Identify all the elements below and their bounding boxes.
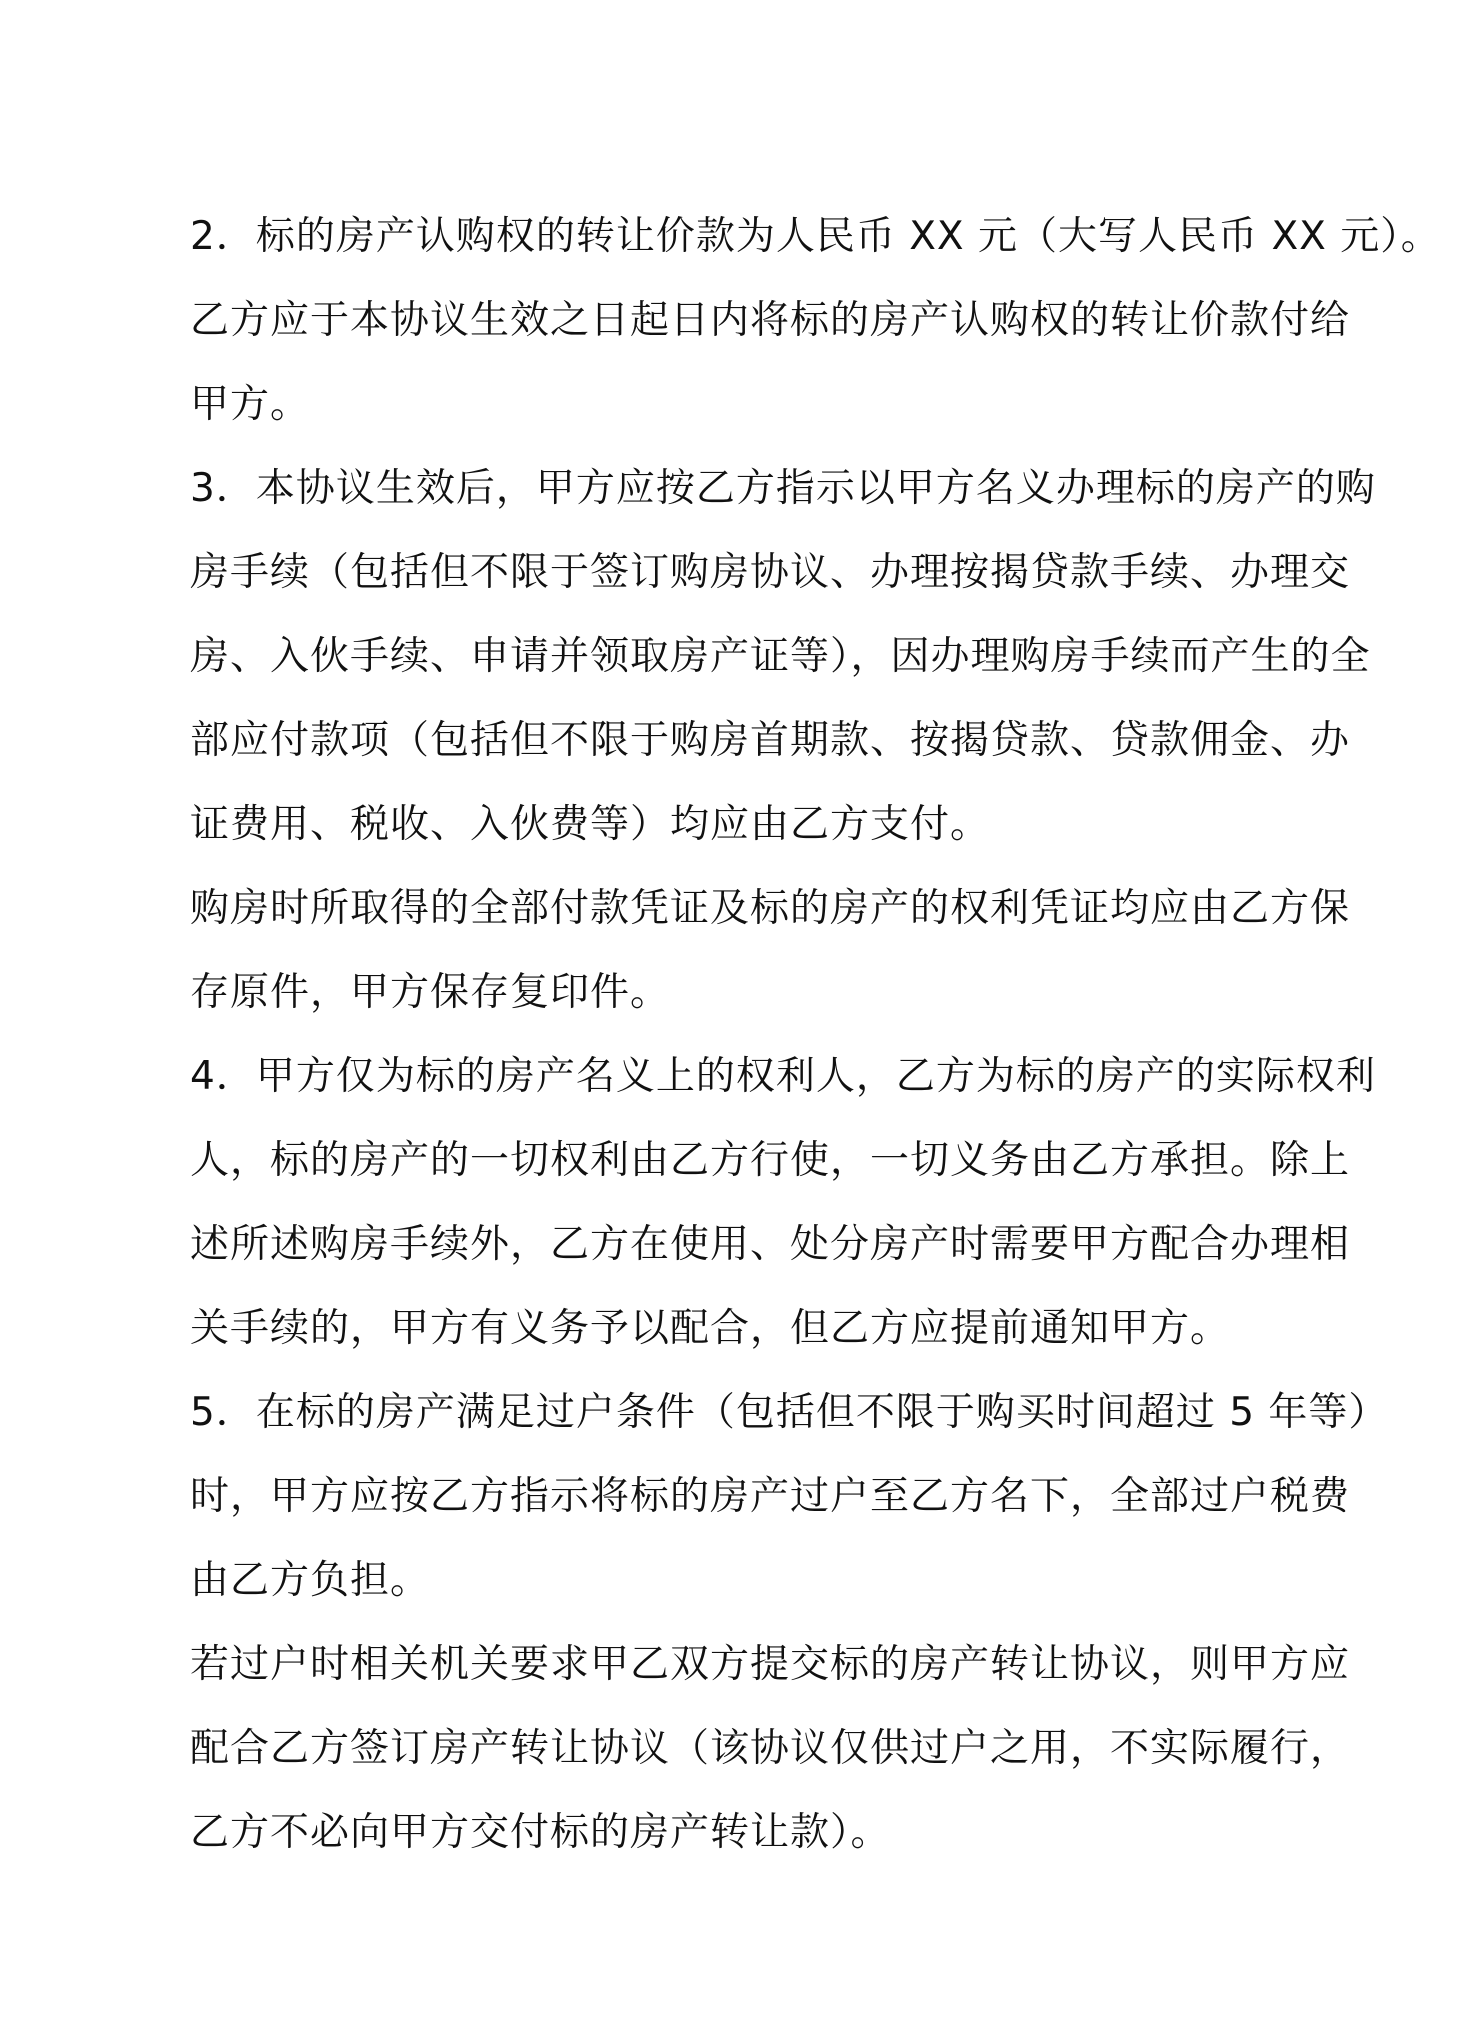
text-line: 甲方。 <box>190 382 311 427</box>
text-line: 5．在标的房产满足过户条件（包括但不限于购买时间超过 5 年等） <box>190 1390 1389 1435</box>
text-line: 述所述购房手续外，乙方在使用、处分房产时需要甲方配合办理相 <box>190 1222 1351 1267</box>
text-line: 乙方不必向甲方交付标的房产转让款）。 <box>190 1810 891 1855</box>
text-line: 人，标的房产的一切权利由乙方行使，一切义务由乙方承担。除上 <box>190 1138 1351 1183</box>
text-line: 4．甲方仅为标的房产名义上的权利人，乙方为标的房产的实际权利 <box>190 1054 1376 1099</box>
text-line: 存原件，甲方保存复印件。 <box>190 970 671 1015</box>
text-line: 若过户时相关机关要求甲乙双方提交标的房产转让协议，则甲方应 <box>190 1642 1351 1687</box>
text-line: 配合乙方签订房产转让协议（该协议仅供过户之用，不实际履行， <box>190 1726 1351 1771</box>
text-line: 时，甲方应按乙方指示将标的房产过户至乙方名下，全部过户税费 <box>190 1474 1351 1519</box>
text-line: 3．本协议生效后，甲方应按乙方指示以甲方名义办理标的房产的购 <box>190 466 1376 511</box>
text-line: 房手续（包括但不限于签订购房协议、办理按揭贷款手续、办理交 <box>190 550 1351 595</box>
agreement-text <box>190 195 1441 1875</box>
text-line: 由乙方负担。 <box>190 1558 431 1603</box>
text-line: 部应付款项（包括但不限于购房首期款、按揭贷款、贷款佣金、办 <box>190 718 1351 763</box>
text-line: 关手续的，甲方有义务予以配合，但乙方应提前通知甲方。 <box>190 1306 1231 1351</box>
text-line: 2．标的房产认购权的转让价款为人民币 XX 元（大写人民币 XX 元）。 <box>190 214 1441 259</box>
text-line: 购房时所取得的全部付款凭证及标的房产的权利凭证均应由乙方保 <box>190 886 1351 931</box>
text-line: 证费用、税收、入伙费等）均应由乙方支付。 <box>190 802 991 847</box>
text-line: 房、入伙手续、申请并领取房产证等），因办理购房手续而产生的全 <box>190 634 1371 679</box>
text-line: 乙方应于本协议生效之日起日内将标的房产认购权的转让价款付给 <box>190 298 1351 343</box>
